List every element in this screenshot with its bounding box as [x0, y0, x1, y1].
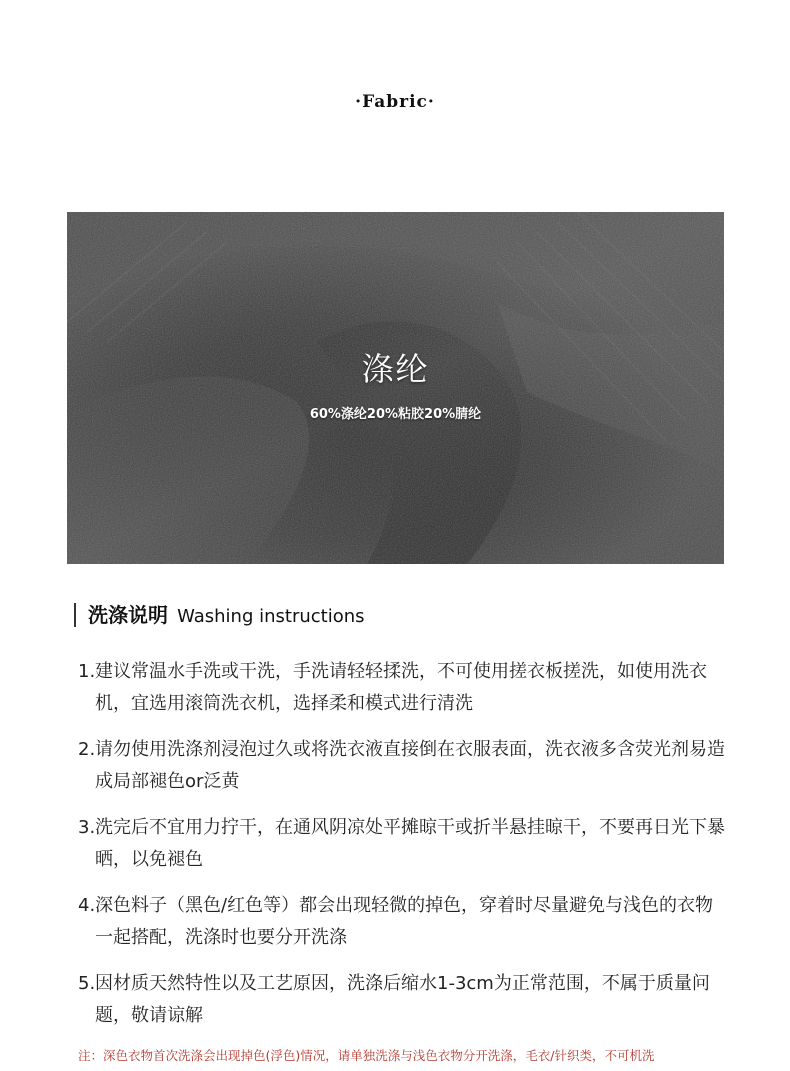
fabric-photo — [67, 212, 724, 564]
washing-title-en: Washing instructions — [177, 606, 365, 627]
instruction-number: 3. — [78, 817, 96, 838]
instruction-text: 深色料子（黑色/红色等）都会出现轻微的掉色，穿着时尽量避免与浅色的衣物一起搭配，洗涤时也要分开洗涤 — [95, 895, 714, 948]
fabric-name: 涤纶 — [361, 350, 430, 388]
instruction-item — [78, 812, 728, 876]
instruction-item — [78, 656, 728, 720]
instruction-text: 请勿使用洗涤剂浸泡过久或将洗衣液直接倒在衣服表面，洗衣液多含荧光剂易造成局部褪色or泛黄 — [95, 739, 725, 792]
instruction-item — [78, 734, 728, 798]
fabric-composition: 60%涤纶20%粘胶20%腈纶 — [309, 407, 482, 422]
instruction-number: 2. — [78, 739, 96, 760]
washing-note: 注：深色衣物首次洗涤会出现掉色(浮色)情况，请单独洗涤与浅色衣物分开洗涤，毛衣/针织类，不可机洗 — [78, 1048, 655, 1063]
instruction-number: 4. — [78, 895, 96, 916]
instruction-item — [78, 890, 728, 954]
instruction-text: 洗完后不宜用力拧干，在通风阴凉处平摊晾干或折半悬挂晾干，不要再日光下暴晒，以免褪色 — [95, 817, 725, 870]
instruction-text: 因材质天然特性以及工艺原因，洗涤后缩水1-3cm为正常范围，不属于质量问题，敬请谅解 — [95, 973, 710, 1026]
instruction-number: 5. — [78, 973, 96, 994]
instruction-item — [78, 968, 728, 1032]
washing-section-title — [74, 603, 365, 627]
fabric-heading: ·Fabric· — [355, 92, 435, 112]
instruction-text: 建议常温水手洗或干洗，手洗请轻轻揉洗，不可使用搓衣板搓洗，如使用洗衣机，宜选用滚筒洗衣机，选择柔和模式进行清洗 — [95, 661, 707, 714]
washing-title-zh: 洗涤说明 — [88, 603, 168, 627]
washing-instructions-list — [78, 656, 728, 1046]
instruction-number: 1. — [78, 661, 96, 682]
